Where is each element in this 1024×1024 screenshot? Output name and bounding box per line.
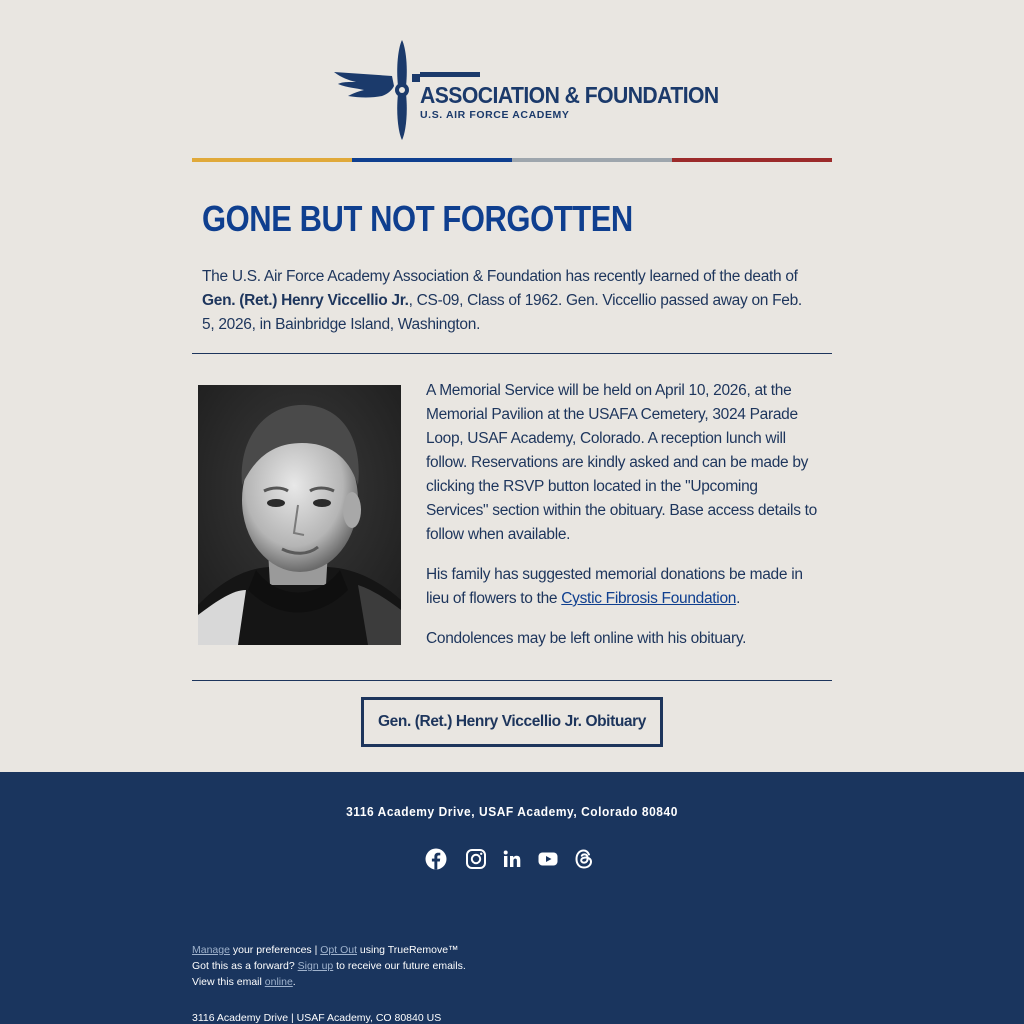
view-online-line <box>192 974 296 990</box>
obituary-body <box>426 379 822 667</box>
stripe-gold <box>192 158 352 162</box>
stripe-blue <box>352 158 512 162</box>
forward-text: Got this as a forward? <box>192 960 298 972</box>
divider-top <box>192 353 832 354</box>
instagram-icon[interactable] <box>464 847 488 871</box>
social-links <box>424 847 604 873</box>
donations-prefix: His family has suggested memorial donations be made in lieu of flowers to the <box>426 566 803 607</box>
manage-text: your preferences | <box>229 944 321 956</box>
intro-prefix: The U.S. Air Force Academy Association & Foundation has recently learned of the death of <box>202 268 798 285</box>
intro-paragraph <box>202 265 814 337</box>
intro-suffix: , CS-09, Class of 1962. Gen. Viccellio passed away on Feb. 5, 2026, in Bainbridge Island, Washington. <box>202 292 802 333</box>
linkedin-icon[interactable] <box>500 847 524 871</box>
signup-text: to receive our future emails. <box>333 960 466 972</box>
facebook-icon[interactable] <box>424 847 448 871</box>
forward-line <box>192 958 466 974</box>
optout-text: using TrueRemove™ <box>357 944 459 956</box>
view-text: View this email <box>192 976 265 988</box>
obituary-button[interactable]: Gen. (Ret.) Henry Viccellio Jr. Obituary <box>361 697 663 747</box>
cystic-fibrosis-link[interactable]: Cystic Fibrosis Foundation <box>561 590 737 607</box>
deceased-name: Gen. (Ret.) Henry Viccellio Jr. <box>202 292 409 309</box>
email-header <box>0 0 1024 160</box>
postal-address: 3116 Academy Drive | USAF Academy, CO 80840 US <box>192 1012 442 1024</box>
memorial-paragraph: A Memorial Service will be held on April 10, 2026, at the Memorial Pavilion at the USAFA Cemetery, 3024 Parade Loop, USAF Academy, Colorado. A reception lunch will follow. Reservations are kindly asked and can be made by clicking the RSVP button located in the "Upcoming Services" section within the obituary. Base access details to follow when available. <box>426 382 817 543</box>
youtube-icon[interactable] <box>536 847 560 871</box>
stripe-gray <box>512 158 672 162</box>
stripe-red <box>672 158 832 162</box>
logo-subtitle: U.S. AIR FORCE ACADEMY <box>420 109 570 121</box>
opt-out-link[interactable]: Opt Out <box>320 944 357 956</box>
footer-address: 3116 Academy Drive, USAF Academy, Colorado 80840 <box>346 804 678 819</box>
view-suffix: . <box>292 976 296 988</box>
online-link[interactable]: online <box>264 976 293 988</box>
association-foundation-logo[interactable] <box>332 38 719 142</box>
donations-paragraph <box>426 563 822 611</box>
logo-title: ASSOCIATION & FOUNDATION <box>420 82 719 108</box>
page-title: GONE BUT NOT FORGOTTEN <box>202 198 633 239</box>
preferences-line <box>192 942 459 958</box>
threads-icon[interactable] <box>572 847 596 871</box>
portrait-photo <box>198 385 401 645</box>
logo-bar <box>420 72 480 77</box>
donations-suffix: . <box>736 590 741 607</box>
email-footer <box>0 772 1024 1024</box>
divider-bottom <box>192 680 832 681</box>
condolences-paragraph: Condolences may be left online with his obituary. <box>426 630 747 647</box>
propeller-wings-icon <box>332 38 422 142</box>
manage-link[interactable]: Manage <box>192 944 230 956</box>
sign-up-link[interactable]: Sign up <box>297 960 334 972</box>
